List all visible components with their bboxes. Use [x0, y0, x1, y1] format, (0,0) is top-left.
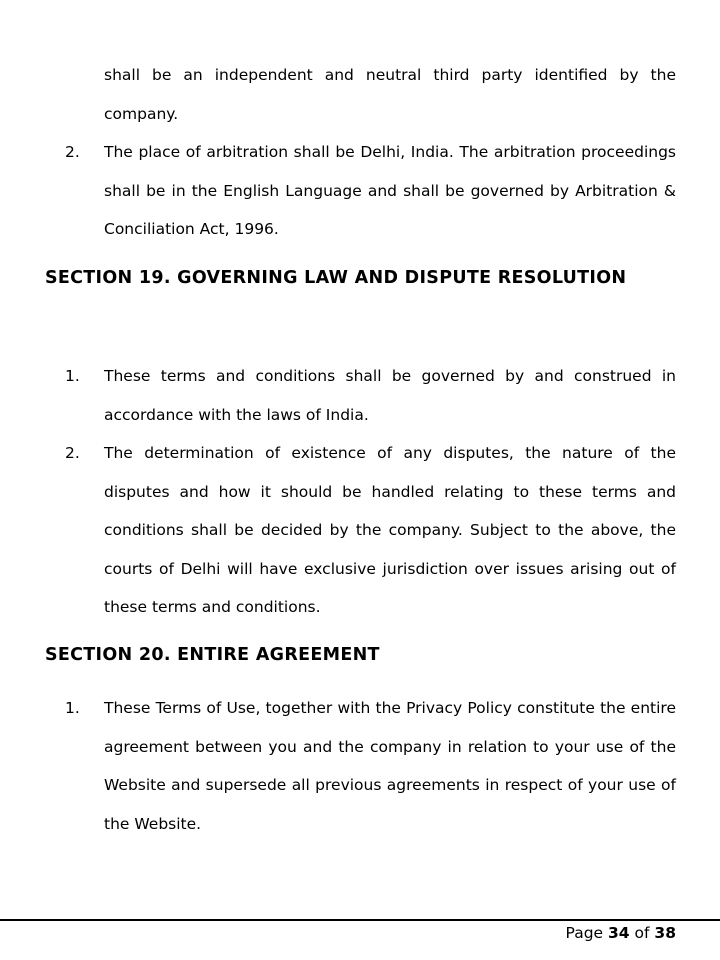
list-item-number: 2. — [65, 143, 80, 161]
section-19-heading: SECTION 19. GOVERNING LAW AND DISPUTE RESOLUTION — [45, 268, 627, 288]
list-item-number: 1. — [65, 367, 80, 385]
list-item-text: The place of arbitration shall be Delhi, India. The arbitration proceedings shall be in the English Language and shall be governed by Arbitration & Conciliation Act, 1996. — [104, 143, 676, 238]
list-item-text: These Terms of Use, together with the Privacy Policy constitute the entire agreement between you and the company in relation to your use of the Website and supersede all previous agreements in respect of your use of the Website. — [104, 699, 676, 833]
continuation-paragraph: shall be an independent and neutral third party identified by the company. — [104, 66, 676, 123]
current-page: 34 — [608, 924, 630, 942]
page-number — [566, 922, 676, 944]
list-item-number: 1. — [65, 699, 80, 717]
total-pages: 38 — [654, 924, 676, 942]
of-label: of — [634, 924, 650, 942]
list-item-text: These terms and conditions shall be governed by and construed in accordance with the laws of India. — [104, 367, 676, 424]
list-item-number: 2. — [65, 444, 80, 462]
list-item-text: The determination of existence of any disputes, the nature of the disputes and how it should be handled relating to these terms and conditions shall be decided by the company. Subject to the above, the courts of Delhi will have exclusive jurisdiction over issues arising out of these terms and conditions. — [104, 444, 676, 616]
page-label: Page — [565, 924, 604, 942]
footer-divider — [0, 919, 720, 921]
section-20-heading: SECTION 20. ENTIRE AGREEMENT — [45, 645, 380, 665]
